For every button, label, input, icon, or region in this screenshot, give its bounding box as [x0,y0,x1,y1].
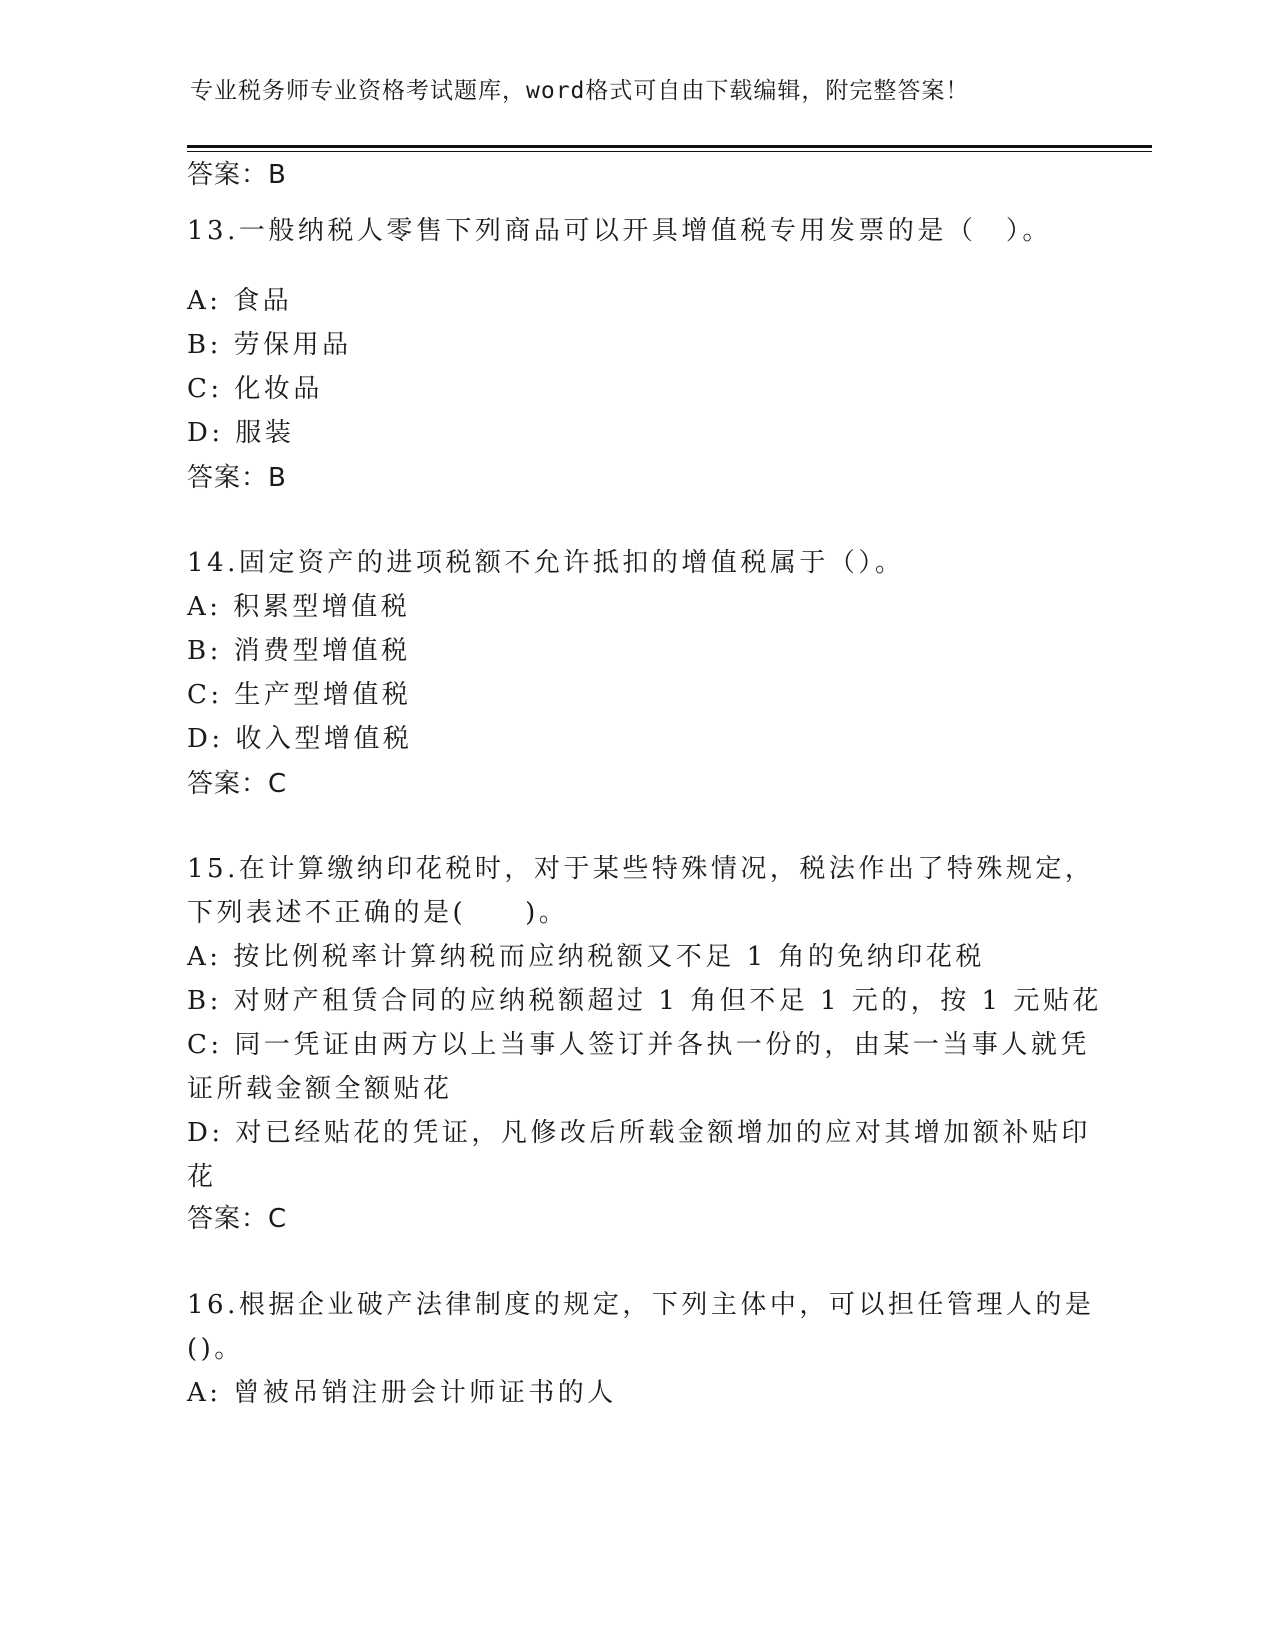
question-16-stem-line-1: 16.根据企业破产法律制度的规定，下列主体中，可以担任管理人的是 [187,1290,1095,1320]
question-15-option-c-line-2: 证所载金额全额贴花 [187,1074,453,1104]
question-15-option-d-line-1: D: 对已经贴花的凭证，凡修改后所载金额增加的应对其增加额补贴印 [187,1118,1091,1148]
question-13-option-d: D: 服装 [187,418,295,448]
answer-q15: 答案：C [187,1204,288,1234]
question-16-stem-line-2: ()。 [187,1334,244,1364]
question-14-option-b: B: 消费型增值税 [187,636,411,666]
question-15-option-b: B: 对财产租赁合同的应纳税额超过 1 角但不足 1 元的，按 1 元贴花 [187,986,1102,1016]
question-13-option-b: B: 劳保用品 [187,330,352,360]
question-15-option-a: A: 按比例税率计算纳税而应纳税额又不足 1 角的免纳印花税 [187,942,985,972]
question-15-stem-line-1: 15.在计算缴纳印花税时，对于某些特殊情况，税法作出了特殊规定， [187,854,1095,884]
question-15-option-d-line-2: 花 [187,1162,217,1192]
question-13-option-c: C: 化妆品 [187,374,323,404]
question-15-option-c-line-1: C: 同一凭证由两方以上当事人签订并各执一份的，由某一当事人就凭 [187,1030,1090,1060]
answer-q13: 答案：B [187,463,287,493]
question-13-option-a: A: 食品 [187,286,293,316]
question-14-stem: 14.固定资产的进项税额不允许抵扣的增值税属于（）。 [187,548,905,578]
answer-q14: 答案：C [187,769,288,799]
answer-q12: 答案：B [187,160,287,190]
question-13-stem: 13.一般纳税人零售下列商品可以开具增值税专用发票的是（ ）。 [187,216,1052,246]
question-15-stem-line-2: 下列表述不正确的是( )。 [187,898,569,928]
header-text: 专业税务师专业资格考试题库，word格式可自由下载编辑，附完整答案！ [190,78,970,104]
header-rule-thick [187,145,1152,148]
question-14-option-c: C: 生产型增值税 [187,680,412,710]
header-rule-thin [187,151,1152,152]
question-16-option-a: A: 曾被吊销注册会计师证书的人 [187,1378,617,1408]
question-14-option-a: A: 积累型增值税 [187,592,411,622]
question-14-option-d: D: 收入型增值税 [187,724,413,754]
